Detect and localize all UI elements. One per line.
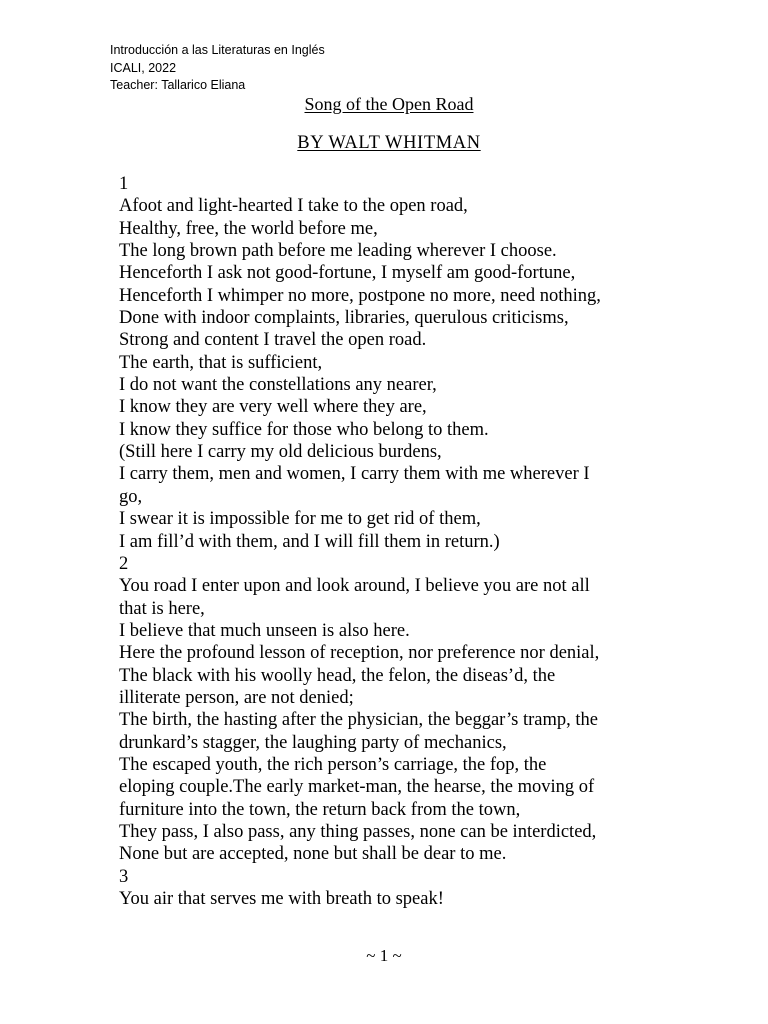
- poem-line: The long brown path before me leading wherever I choose.: [119, 241, 557, 262]
- poem-line: Done with indoor complaints, libraries, querulous criticisms,: [119, 308, 569, 329]
- poem-line: You road I enter upon and look around, I believe you are not all: [119, 576, 590, 597]
- poem-line: None but are accepted, none but shall be dear to me.: [119, 844, 507, 865]
- poem-line: The escaped youth, the rich person’s carriage, the fop, the: [119, 754, 547, 775]
- poem-line: go,: [119, 486, 143, 507]
- poem-body: [119, 173, 679, 910]
- poem-line: furniture into the town, the return back from the town,: [119, 799, 521, 820]
- poem-line: Strong and content I travel the open road.: [119, 330, 427, 351]
- poem-line: Henceforth I whimper no more, postpone no more, need nothing,: [119, 285, 601, 306]
- course-name: Introducción a las Literaturas en Inglés: [110, 43, 325, 57]
- poem-line: I carry them, men and women, I carry them with me wherever I: [119, 464, 590, 485]
- poem-author: BY WALT WHITMAN: [297, 133, 481, 153]
- poem-line: They pass, I also pass, any thing passes, none can be interdicted,: [119, 821, 597, 842]
- poem-line: I believe that much unseen is also here.: [119, 620, 410, 641]
- section-number: 1: [119, 174, 129, 194]
- poem-title: Song of the Open Road: [304, 94, 474, 114]
- poem-line: Here the profound lesson of reception, nor preference nor denial,: [119, 643, 600, 664]
- poem-line: Afoot and light-hearted I take to the open road,: [119, 196, 468, 217]
- poem-line: You air that serves me with breath to speak!: [119, 889, 444, 909]
- poem-line: (Still here I carry my old delicious burdens,: [119, 442, 442, 463]
- poem-line: Healthy, free, the world before me,: [119, 218, 378, 239]
- document-header: [110, 42, 325, 95]
- page-number: ~ 1 ~: [366, 946, 402, 965]
- teacher-name: Teacher: Tallarico Eliana: [110, 78, 246, 92]
- poem-line: Henceforth I ask not good-fortune, I myself am good-fortune,: [119, 263, 576, 284]
- poem-line: I am fill’d with them, and I will fill them in return.): [119, 531, 500, 552]
- poem-line: that is here,: [119, 598, 205, 619]
- poem-line: eloping couple.The early market-man, the hearse, the moving of: [119, 777, 595, 798]
- section-number: 3: [119, 866, 129, 887]
- poem-line: I know they are very well where they are,: [119, 397, 427, 418]
- poem-line: I do not want the constellations any nearer,: [119, 375, 437, 396]
- poem-line: The black with his woolly head, the felon, the diseas’d, the: [119, 665, 556, 686]
- poem-line: The birth, the hasting after the physician, the beggar’s tramp, the: [119, 710, 598, 731]
- institution-year: ICALI, 2022: [110, 60, 177, 75]
- poem-line: The earth, that is sufficient,: [119, 352, 323, 373]
- section-number: 2: [119, 553, 129, 574]
- poem-line: I know they suffice for those who belong to them.: [119, 419, 489, 440]
- poem-line: drunkard’s stagger, the laughing party of mechanics,: [119, 732, 507, 753]
- poem-line: I swear it is impossible for me to get rid of them,: [119, 509, 481, 530]
- poem-line: illiterate person, are not denied;: [119, 687, 354, 708]
